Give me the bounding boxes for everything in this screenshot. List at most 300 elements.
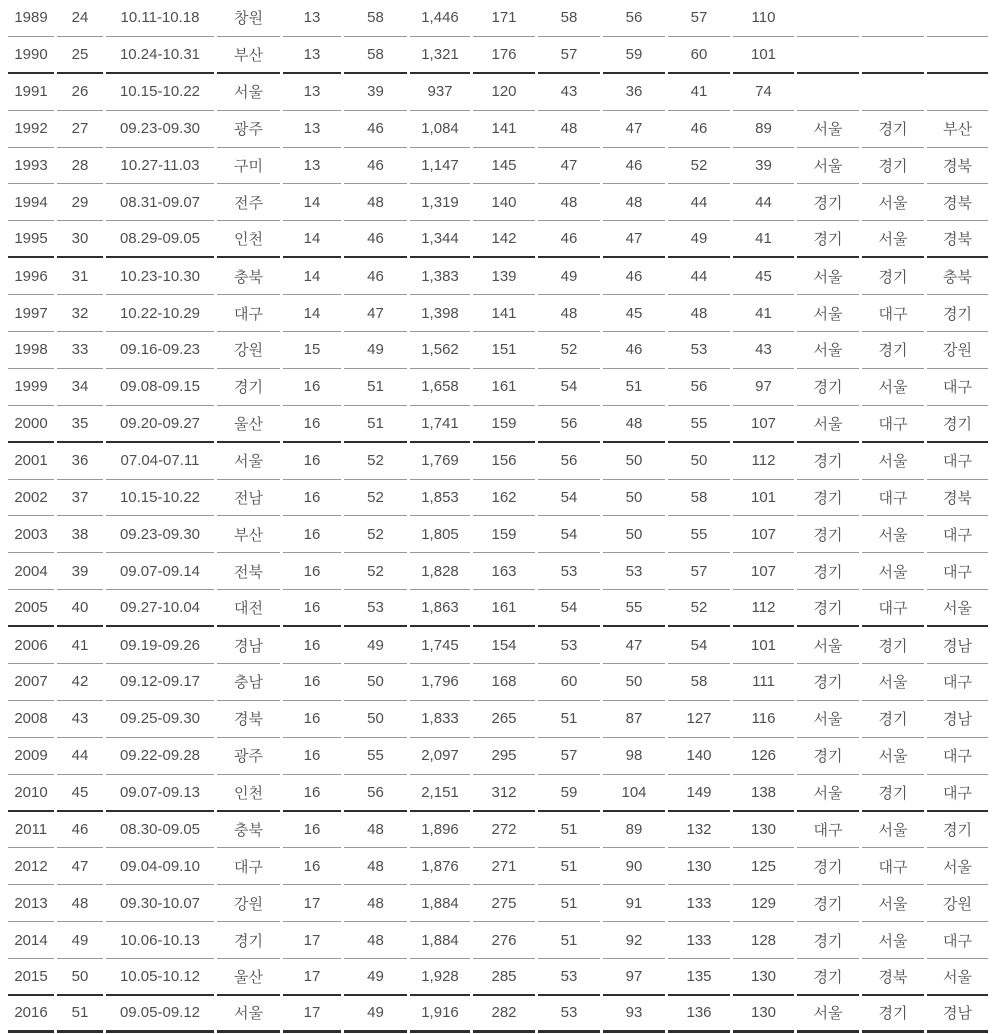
table-cell-edition_no: 50	[57, 959, 103, 996]
table-cell-col9: 49	[538, 258, 600, 295]
table-cell-col8: 162	[473, 480, 535, 517]
table-cell-rank3_region	[927, 37, 988, 74]
table-cell-col8: 275	[473, 885, 535, 922]
table-cell-col5: 14	[283, 221, 341, 258]
table-cell-edition_no: 31	[57, 258, 103, 295]
table-cell-col12: 130	[733, 812, 794, 849]
table-cell-rank2_region: 서울	[862, 738, 924, 775]
table-cell-col7: 1,321	[410, 37, 470, 74]
table-cell-col11: 52	[668, 148, 730, 185]
table-cell-col12: 101	[733, 627, 794, 664]
table-cell-col6: 39	[344, 74, 407, 111]
table-cell-edition_no: 29	[57, 184, 103, 221]
table-cell-col11: 127	[668, 701, 730, 738]
table-cell-rank1_region: 대구	[797, 812, 859, 849]
table-cell-col11: 41	[668, 74, 730, 111]
table-cell-rank2_region: 서울	[862, 184, 924, 221]
table-cell-col8: 139	[473, 258, 535, 295]
table-cell-col10: 53	[603, 553, 665, 590]
table-cell-col9: 47	[538, 148, 600, 185]
table-cell-col5: 17	[283, 922, 341, 959]
table-cell-rank1_region: 경기	[797, 221, 859, 258]
table-cell-col10: 47	[603, 627, 665, 664]
table-cell-rank2_region: 서울	[862, 516, 924, 553]
table-cell-col6: 48	[344, 812, 407, 849]
table-cell-rank3_region: 경남	[927, 701, 988, 738]
table-cell-period: 10.15-10.22	[106, 74, 214, 111]
table-cell-rank1_region: 경기	[797, 369, 859, 406]
table-cell-col7: 1,916	[410, 996, 470, 1033]
table-cell-col6: 46	[344, 111, 407, 148]
table-cell-rank1_region: 경기	[797, 885, 859, 922]
table-row	[8, 0, 988, 37]
table-cell-rank3_region: 경기	[927, 295, 988, 332]
table-cell-col6: 51	[344, 406, 407, 443]
table-cell-col9: 54	[538, 369, 600, 406]
table-cell-year: 2001	[8, 443, 54, 480]
table-cell-col5: 16	[283, 590, 341, 627]
table-cell-col6: 58	[344, 0, 407, 37]
table-cell-col7: 1,876	[410, 848, 470, 885]
table-cell-year: 2003	[8, 516, 54, 553]
table-cell-edition_no: 32	[57, 295, 103, 332]
table-cell-host_region: 부산	[217, 37, 280, 74]
table-cell-col11: 135	[668, 959, 730, 996]
table-cell-edition_no: 27	[57, 111, 103, 148]
table-cell-edition_no: 24	[57, 0, 103, 37]
table-cell-col8: 176	[473, 37, 535, 74]
table-cell-period: 07.04-07.11	[106, 443, 214, 480]
table-cell-rank3_region: 강원	[927, 332, 988, 369]
table-cell-col11: 130	[668, 848, 730, 885]
table-cell-col12: 43	[733, 332, 794, 369]
table-cell-col7: 1,853	[410, 480, 470, 517]
table-cell-col11: 136	[668, 996, 730, 1033]
table-cell-rank3_region: 대구	[927, 553, 988, 590]
table-cell-col7: 1,562	[410, 332, 470, 369]
table-cell-col7: 1,741	[410, 406, 470, 443]
table-cell-col12: 126	[733, 738, 794, 775]
table-cell-host_region: 울산	[217, 959, 280, 996]
table-cell-host_region: 강원	[217, 885, 280, 922]
table-cell-col11: 49	[668, 221, 730, 258]
table-cell-col6: 47	[344, 295, 407, 332]
table-cell-rank1_region: 서울	[797, 996, 859, 1033]
table-row	[8, 738, 988, 775]
table-cell-col6: 49	[344, 959, 407, 996]
table-cell-rank1_region: 서울	[797, 111, 859, 148]
table-cell-edition_no: 39	[57, 553, 103, 590]
table-cell-col7: 1,147	[410, 148, 470, 185]
table-cell-col9: 57	[538, 37, 600, 74]
table-cell-col8: 120	[473, 74, 535, 111]
table-cell-col11: 133	[668, 922, 730, 959]
table-cell-rank2_region	[862, 37, 924, 74]
table-cell-col12: 44	[733, 184, 794, 221]
table-cell-col6: 52	[344, 516, 407, 553]
table-row	[8, 221, 988, 258]
table-cell-col5: 17	[283, 959, 341, 996]
table-cell-col9: 48	[538, 111, 600, 148]
table-cell-col8: 272	[473, 812, 535, 849]
table-cell-host_region: 강원	[217, 332, 280, 369]
table-cell-col11: 52	[668, 590, 730, 627]
table-cell-host_region: 충북	[217, 812, 280, 849]
table-cell-col12: 39	[733, 148, 794, 185]
table-cell-rank2_region: 서울	[862, 443, 924, 480]
table-cell-host_region: 전북	[217, 553, 280, 590]
table-cell-year: 2011	[8, 812, 54, 849]
table-cell-col8: 156	[473, 443, 535, 480]
table-cell-rank1_region: 서울	[797, 406, 859, 443]
table-cell-col7: 1,884	[410, 885, 470, 922]
table-cell-rank1_region: 서울	[797, 775, 859, 812]
table-cell-host_region: 전남	[217, 480, 280, 517]
table-cell-edition_no: 38	[57, 516, 103, 553]
table-cell-col10: 89	[603, 812, 665, 849]
table-cell-col5: 13	[283, 37, 341, 74]
table-cell-year: 2012	[8, 848, 54, 885]
table-cell-col9: 51	[538, 922, 600, 959]
table-cell-col8: 159	[473, 406, 535, 443]
table-cell-rank2_region: 경기	[862, 258, 924, 295]
table-cell-col8: 154	[473, 627, 535, 664]
table-cell-col9: 60	[538, 664, 600, 701]
table-cell-col8: 142	[473, 221, 535, 258]
table-cell-col8: 151	[473, 332, 535, 369]
table-row	[8, 885, 988, 922]
table-cell-rank2_region: 경기	[862, 627, 924, 664]
table-cell-col8: 312	[473, 775, 535, 812]
table-cell-col7: 2,097	[410, 738, 470, 775]
table-cell-year: 2010	[8, 775, 54, 812]
table-cell-edition_no: 28	[57, 148, 103, 185]
table-cell-year: 2008	[8, 701, 54, 738]
table-cell-edition_no: 43	[57, 701, 103, 738]
table-cell-col8: 265	[473, 701, 535, 738]
table-row	[8, 74, 988, 111]
table-row	[8, 775, 988, 812]
table-cell-col10: 50	[603, 443, 665, 480]
table-cell-rank1_region: 서울	[797, 148, 859, 185]
table-cell-rank2_region: 경기	[862, 111, 924, 148]
table-cell-col11: 57	[668, 0, 730, 37]
table-cell-col8: 171	[473, 0, 535, 37]
table-cell-col6: 46	[344, 221, 407, 258]
table-cell-col11: 54	[668, 627, 730, 664]
table-cell-period: 08.31-09.07	[106, 184, 214, 221]
table-cell-col7: 1,928	[410, 959, 470, 996]
table-cell-col10: 56	[603, 0, 665, 37]
table-cell-col7: 1,745	[410, 627, 470, 664]
table-cell-col7: 1,446	[410, 0, 470, 37]
table-cell-rank3_region: 부산	[927, 111, 988, 148]
table-cell-period: 09.08-09.15	[106, 369, 214, 406]
table-cell-col8: 145	[473, 148, 535, 185]
table-cell-col12: 41	[733, 295, 794, 332]
table-cell-col12: 116	[733, 701, 794, 738]
table-cell-col7: 2,151	[410, 775, 470, 812]
table-cell-col5: 16	[283, 627, 341, 664]
table-cell-period: 08.30-09.05	[106, 812, 214, 849]
table-cell-year: 2004	[8, 553, 54, 590]
table-cell-col5: 16	[283, 664, 341, 701]
table-cell-col10: 46	[603, 148, 665, 185]
table-cell-rank2_region: 대구	[862, 848, 924, 885]
table-cell-col10: 98	[603, 738, 665, 775]
table-cell-rank3_region: 경기	[927, 812, 988, 849]
table-cell-rank1_region: 경기	[797, 516, 859, 553]
table-cell-edition_no: 26	[57, 74, 103, 111]
table-cell-host_region: 충남	[217, 664, 280, 701]
table-cell-rank2_region: 서울	[862, 369, 924, 406]
table-cell-rank3_region: 경북	[927, 184, 988, 221]
table-cell-edition_no: 47	[57, 848, 103, 885]
table-cell-col12: 138	[733, 775, 794, 812]
table-row	[8, 627, 988, 664]
table-cell-col11: 57	[668, 553, 730, 590]
table-cell-col11: 58	[668, 480, 730, 517]
table-cell-period: 10.05-10.12	[106, 959, 214, 996]
table-cell-edition_no: 42	[57, 664, 103, 701]
table-cell-col10: 45	[603, 295, 665, 332]
table-cell-col8: 141	[473, 295, 535, 332]
table-cell-col12: 101	[733, 37, 794, 74]
table-cell-col11: 55	[668, 406, 730, 443]
table-cell-col9: 43	[538, 74, 600, 111]
table-cell-rank2_region: 경기	[862, 775, 924, 812]
table-cell-col9: 51	[538, 848, 600, 885]
table-cell-host_region: 광주	[217, 738, 280, 775]
table-cell-rank3_region: 경북	[927, 221, 988, 258]
table-cell-edition_no: 36	[57, 443, 103, 480]
table-cell-period: 10.27-11.03	[106, 148, 214, 185]
table-cell-host_region: 광주	[217, 111, 280, 148]
table-cell-col9: 53	[538, 553, 600, 590]
table-cell-col10: 90	[603, 848, 665, 885]
table-cell-col12: 107	[733, 553, 794, 590]
table-cell-col9: 48	[538, 295, 600, 332]
table-cell-col10: 104	[603, 775, 665, 812]
table-cell-edition_no: 51	[57, 996, 103, 1033]
table-row	[8, 848, 988, 885]
table-cell-col9: 54	[538, 590, 600, 627]
table-cell-col9: 57	[538, 738, 600, 775]
table-cell-year: 2015	[8, 959, 54, 996]
table-row	[8, 295, 988, 332]
table-cell-host_region: 서울	[217, 74, 280, 111]
table-cell-col8: 295	[473, 738, 535, 775]
table-cell-edition_no: 37	[57, 480, 103, 517]
table-cell-rank3_region: 충북	[927, 258, 988, 295]
table-cell-rank3_region: 서울	[927, 848, 988, 885]
table-cell-rank1_region: 서울	[797, 258, 859, 295]
table-cell-period: 09.07-09.13	[106, 775, 214, 812]
table-cell-rank2_region: 서울	[862, 922, 924, 959]
table-cell-col7: 1,084	[410, 111, 470, 148]
table-cell-year: 1993	[8, 148, 54, 185]
table-cell-col9: 51	[538, 701, 600, 738]
table-cell-col11: 60	[668, 37, 730, 74]
table-cell-rank1_region: 경기	[797, 590, 859, 627]
table-cell-col11: 133	[668, 885, 730, 922]
table-row	[8, 996, 988, 1033]
table-cell-col6: 49	[344, 627, 407, 664]
table-cell-col11: 140	[668, 738, 730, 775]
table-cell-edition_no: 35	[57, 406, 103, 443]
table-cell-col10: 47	[603, 111, 665, 148]
table-cell-col11: 56	[668, 369, 730, 406]
table-cell-rank3_region: 경북	[927, 480, 988, 517]
table-cell-col5: 16	[283, 553, 341, 590]
table-cell-col5: 16	[283, 701, 341, 738]
table-cell-rank2_region: 서울	[862, 664, 924, 701]
table-cell-rank3_region: 대구	[927, 738, 988, 775]
table-cell-rank1_region: 경기	[797, 848, 859, 885]
festival-history-table	[5, 0, 991, 1033]
table-cell-col6: 56	[344, 775, 407, 812]
table-cell-year: 1990	[8, 37, 54, 74]
table-cell-rank3_region: 대구	[927, 664, 988, 701]
table-row	[8, 553, 988, 590]
table-cell-year: 1994	[8, 184, 54, 221]
table-cell-year: 1991	[8, 74, 54, 111]
table-cell-col9: 52	[538, 332, 600, 369]
table-cell-period: 09.07-09.14	[106, 553, 214, 590]
table-cell-col5: 16	[283, 812, 341, 849]
table-cell-year: 2005	[8, 590, 54, 627]
table-row	[8, 664, 988, 701]
table-cell-col8: 276	[473, 922, 535, 959]
table-cell-col9: 46	[538, 221, 600, 258]
table-cell-col6: 58	[344, 37, 407, 74]
table-row	[8, 258, 988, 295]
table-cell-col6: 50	[344, 664, 407, 701]
table-cell-col12: 41	[733, 221, 794, 258]
table-cell-edition_no: 25	[57, 37, 103, 74]
table-cell-year: 1997	[8, 295, 54, 332]
table-cell-col12: 112	[733, 590, 794, 627]
table-cell-rank2_region: 서울	[862, 221, 924, 258]
table-cell-col6: 52	[344, 443, 407, 480]
table-cell-year: 2006	[8, 627, 54, 664]
table-cell-col10: 87	[603, 701, 665, 738]
table-cell-col10: 93	[603, 996, 665, 1033]
table-cell-rank3_region: 경남	[927, 996, 988, 1033]
table-row	[8, 37, 988, 74]
table-row	[8, 369, 988, 406]
table-cell-year: 1989	[8, 0, 54, 37]
table-cell-col11: 53	[668, 332, 730, 369]
table-cell-col5: 16	[283, 480, 341, 517]
table-cell-host_region: 충북	[217, 258, 280, 295]
table-cell-col9: 53	[538, 959, 600, 996]
table-cell-col10: 91	[603, 885, 665, 922]
table-cell-period: 09.27-10.04	[106, 590, 214, 627]
table-cell-edition_no: 46	[57, 812, 103, 849]
table-cell-rank1_region	[797, 37, 859, 74]
table-cell-rank3_region: 대구	[927, 516, 988, 553]
table-cell-col11: 58	[668, 664, 730, 701]
table-cell-col5: 16	[283, 775, 341, 812]
table-body	[8, 0, 988, 1033]
table-cell-edition_no: 45	[57, 775, 103, 812]
table-cell-col12: 45	[733, 258, 794, 295]
table-cell-col6: 49	[344, 996, 407, 1033]
table-row	[8, 922, 988, 959]
table-cell-col10: 48	[603, 184, 665, 221]
table-cell-rank2_region: 경기	[862, 996, 924, 1033]
table-cell-col9: 53	[538, 627, 600, 664]
table-cell-col12: 110	[733, 0, 794, 37]
table-cell-host_region: 인천	[217, 221, 280, 258]
table-cell-col10: 92	[603, 922, 665, 959]
table-cell-col6: 49	[344, 332, 407, 369]
table-cell-col5: 13	[283, 0, 341, 37]
table-cell-col11: 132	[668, 812, 730, 849]
table-row	[8, 184, 988, 221]
table-cell-rank1_region: 경기	[797, 553, 859, 590]
table-cell-col10: 46	[603, 332, 665, 369]
table-cell-period: 09.16-09.23	[106, 332, 214, 369]
table-cell-col10: 50	[603, 516, 665, 553]
table-cell-col6: 55	[344, 738, 407, 775]
table-cell-col12: 128	[733, 922, 794, 959]
table-cell-col11: 44	[668, 258, 730, 295]
table-cell-rank2_region: 서울	[862, 812, 924, 849]
table-cell-host_region: 구미	[217, 148, 280, 185]
table-cell-year: 2002	[8, 480, 54, 517]
table-cell-host_region: 경기	[217, 922, 280, 959]
table-cell-rank2_region: 대구	[862, 406, 924, 443]
table-cell-col7: 1,383	[410, 258, 470, 295]
table-cell-col6: 52	[344, 553, 407, 590]
table-cell-year: 2014	[8, 922, 54, 959]
table-row	[8, 148, 988, 185]
table-cell-rank2_region: 서울	[862, 885, 924, 922]
table-cell-col7: 1,828	[410, 553, 470, 590]
table-cell-col11: 149	[668, 775, 730, 812]
table-cell-col10: 59	[603, 37, 665, 74]
table-cell-col7: 1,833	[410, 701, 470, 738]
table-cell-col7: 1,319	[410, 184, 470, 221]
table-cell-period: 10.06-10.13	[106, 922, 214, 959]
table-cell-rank3_region: 강원	[927, 885, 988, 922]
table-cell-host_region: 울산	[217, 406, 280, 443]
table-cell-col10: 97	[603, 959, 665, 996]
table-cell-col7: 1,805	[410, 516, 470, 553]
table-cell-host_region: 전주	[217, 184, 280, 221]
table-cell-col8: 163	[473, 553, 535, 590]
table-cell-col9: 48	[538, 184, 600, 221]
table-cell-period: 10.15-10.22	[106, 480, 214, 517]
table-cell-col5: 16	[283, 848, 341, 885]
table-cell-col10: 36	[603, 74, 665, 111]
table-cell-col5: 13	[283, 111, 341, 148]
table-cell-col5: 14	[283, 184, 341, 221]
table-cell-col10: 50	[603, 480, 665, 517]
table-row	[8, 590, 988, 627]
table-cell-col11: 50	[668, 443, 730, 480]
table-cell-col12: 129	[733, 885, 794, 922]
table-cell-year: 1998	[8, 332, 54, 369]
table-cell-rank2_region: 경기	[862, 148, 924, 185]
table-cell-edition_no: 49	[57, 922, 103, 959]
table-cell-col6: 46	[344, 148, 407, 185]
table-cell-period: 09.12-09.17	[106, 664, 214, 701]
table-cell-rank3_region	[927, 74, 988, 111]
table-cell-rank3_region: 서울	[927, 959, 988, 996]
